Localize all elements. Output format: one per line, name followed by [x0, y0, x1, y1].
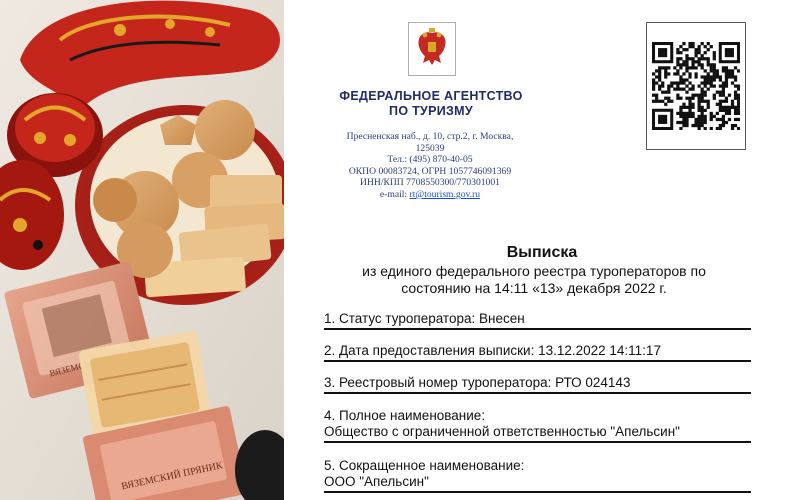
field-short-name [324, 458, 751, 493]
full-name-value: Общество с ограниченной ответственностью "Апельсин" [324, 424, 680, 439]
short-name-label: 5. Сокращенное наименование: [324, 458, 525, 473]
inn-kpp: ИНН/КПП 7708550300/770301001 [360, 177, 500, 189]
gingerbread-photo-illustration [0, 0, 284, 500]
document-subtitle [324, 263, 744, 297]
field-operator-status: 1. Статус туроператора: Внесен [324, 311, 751, 330]
box-label: ВЯЗЕМСКИЙ [48, 355, 104, 379]
address-line: Пресненская наб., д. 10, стр.2, г. Москва, [346, 131, 514, 142]
box-label-bottom: ВЯЗЕМСКИЙ ПРЯНИК [120, 460, 224, 493]
field-full-name [324, 408, 751, 443]
document-title: Выписка [506, 244, 578, 261]
double-headed-eagle-icon [409, 23, 455, 75]
qr-code [646, 22, 746, 150]
email-row [324, 189, 536, 201]
agency-title-line1: ФЕДЕРАЛЬНОЕ АГЕНТСТВО [339, 89, 523, 103]
registry-extract-document [284, 0, 800, 500]
product-photo [0, 0, 284, 500]
short-name-value: ООО "Апельсин" [324, 474, 429, 489]
full-name-label: 4. Полное наименование: [324, 408, 486, 423]
agency-title [314, 89, 548, 119]
email-link[interactable]: rt@tourism.gov.ru [409, 188, 481, 200]
email-label: e-mail: [379, 188, 410, 200]
qr-code-icon [652, 42, 740, 130]
subtitle-line2: состоянию на 14:11 «13» декабря 2022 г. [401, 280, 667, 296]
field-issue-date: 2. Дата предоставления выписки: 13.12.2022 14:11:17 [324, 343, 751, 362]
subtitle-line1: из единого федерального реестра туроператоров по [362, 263, 706, 279]
okpo-ogrn: ОКПО 00083724, ОГРН 1057746091369 [348, 165, 512, 177]
agency-address-block [324, 131, 536, 201]
coat-of-arms-emblem [408, 22, 456, 76]
phone: Тел.: (495) 870-40-05 [387, 154, 473, 166]
field-registry-number: 3. Реестровый номер туроператора: РТО 024143 [324, 375, 751, 394]
agency-title-line2: ПО ТУРИЗМУ [389, 104, 473, 118]
postal-code: 125039 [415, 142, 445, 154]
